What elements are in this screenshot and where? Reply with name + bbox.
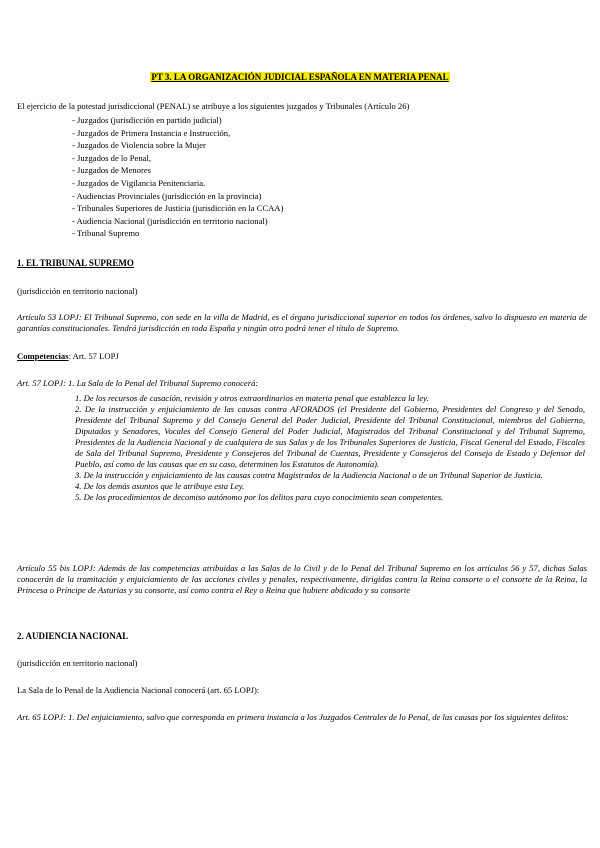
competencias-label: Competencias [17,351,69,361]
list-item: 1. De los recursos de casación, revisión y otros extraordinarios en materia penal que establezca la ley. [75,393,429,403]
art-53-paragraph: Artículo 53 LOPJ: El Tribunal Supremo, con sede en la villa de Madrid, es el órgano jurisdiccional superior en todos los órdenes, salvo lo dispuesto en materia de garantías constitucionales. Tendrá jurisdicción en toda España y ningún otro podrá tener el título de Supremo. [17,312,587,333]
list-item: 4. De los demás asuntos que le atribuye esta Ley. [75,481,245,491]
list-item: 2. De la instrucción y enjuiciamiento de las causas contra AFORADOS (el Presidente del Gobierno, Presidentes del Congreso y del Senado, Presidente del Tribunal Supremo y del Consejo General del Poder Judicial, Presidente del Tribunal Constitucional, miembros del Gobierno, Diputados y Senadores, Vocales del Consejo General del Poder Judicial, Magistrados del Tribunal Constitucional y del Tribunal Supremo, Presidentes de la Audiencia Nacional y de cualquiera de sus Salas y de los Tribunales Superiores de Justicia, Fiscal General del Estado, Fiscales de Sala del Tribunal Supremo, Presidente y Consejeros del Tribunal de Cuentas, Presidente y Consejeros del Consejo de Estado y Defensor del Pueblo, así como de las causas que en su caso, determinen los Estatutos de Autonomía). [75,404,585,469]
list-item: - Juzgados de Violencia sobre la Mujer [72,140,206,151]
list-item: - Juzgados de Primera Instancia e Instrucción, [72,127,231,138]
list-item: 3. De la instrucción y enjuiciamiento de las causas contra Magistrados de la Audiencia Nacional o de un Tribunal Superior de Justicia. [75,470,543,480]
competencias-ref: : Art. 57 LOPJ [68,351,119,361]
list-item: - Juzgados de Menores [72,165,151,176]
art-57-list [75,393,585,503]
competencias-line [17,351,587,362]
intro-paragraph: El ejercicio de la potestad jurisdiccional (PENAL) se atribuye a los siguientes juzgados y Tribunales (Artículo 26) [17,101,410,111]
list-item: - Juzgados (jurisdicción en partido judicial) [72,115,222,125]
list-item: - Juzgados de Vigilancia Penitenciaria. [72,177,206,188]
list-item: - Audiencias Provinciales (jurisdicción en la provincia) [72,190,262,201]
section-2-heading: 2. AUDIENCIA NACIONAL [17,631,129,641]
list-item: - Tribunal Supremo [72,228,140,239]
list-item: - Juzgados de lo Penal, [72,152,151,163]
list-item: - Audiencia Nacional (jurisdicción en territorio nacional) [72,215,268,226]
document-title: PT 3. LA ORGANIZACIÓN JUDICIAL ESPAÑOLA EN MATERIA PENAL [151,72,449,82]
list-item: 5. De los procedimientos de decomiso autónomo por los delitos para cuyo conocimiento sean competentes. [75,492,444,502]
art-55-bis-paragraph: Artículo 55 bis LOPJ: Además de las competencias atribuidas a las Salas de lo Civil y de lo Penal del Tribunal Supremo en los artículos 56 y 57, dichas Salas conocerán de la tramitación y enjuiciamiento de las acciones civiles y penales, respectivamente, dirigidas contra la Reina consorte o el consorte de la Reina, la Princesa o Príncipe de Asturias y su consorte, así como contra el Rey o Reina que hubiere abdicado y su consorte [17,563,587,595]
section-2-jurisdiction: (jurisdicción en territorio nacional) [17,658,138,668]
sala-penal-paragraph: La Sala de lo Penal de la Audiencia Nacional conocerá (art. 65 LOPJ): [17,685,260,695]
list-item: - Tribunales Superiores de Justicia (jurisdicción en la CCAA) [72,203,284,214]
art-57-intro: Art. 57 LOPJ: 1. La Sala de lo Penal del Tribunal Supremo conocerá: [17,378,259,388]
section-1-jurisdiction: (jurisdicción en territorio nacional) [17,286,138,296]
art-65-paragraph: Art. 65 LOPJ: 1. Del enjuiciamiento, salvo que corresponda en primera instancia a los Juzgados Centrales de lo Penal, de las causas por los siguientes delitos: [17,712,569,722]
section-1-heading: 1. EL TRIBUNAL SUPREMO [17,258,134,268]
courts-list [72,114,283,240]
